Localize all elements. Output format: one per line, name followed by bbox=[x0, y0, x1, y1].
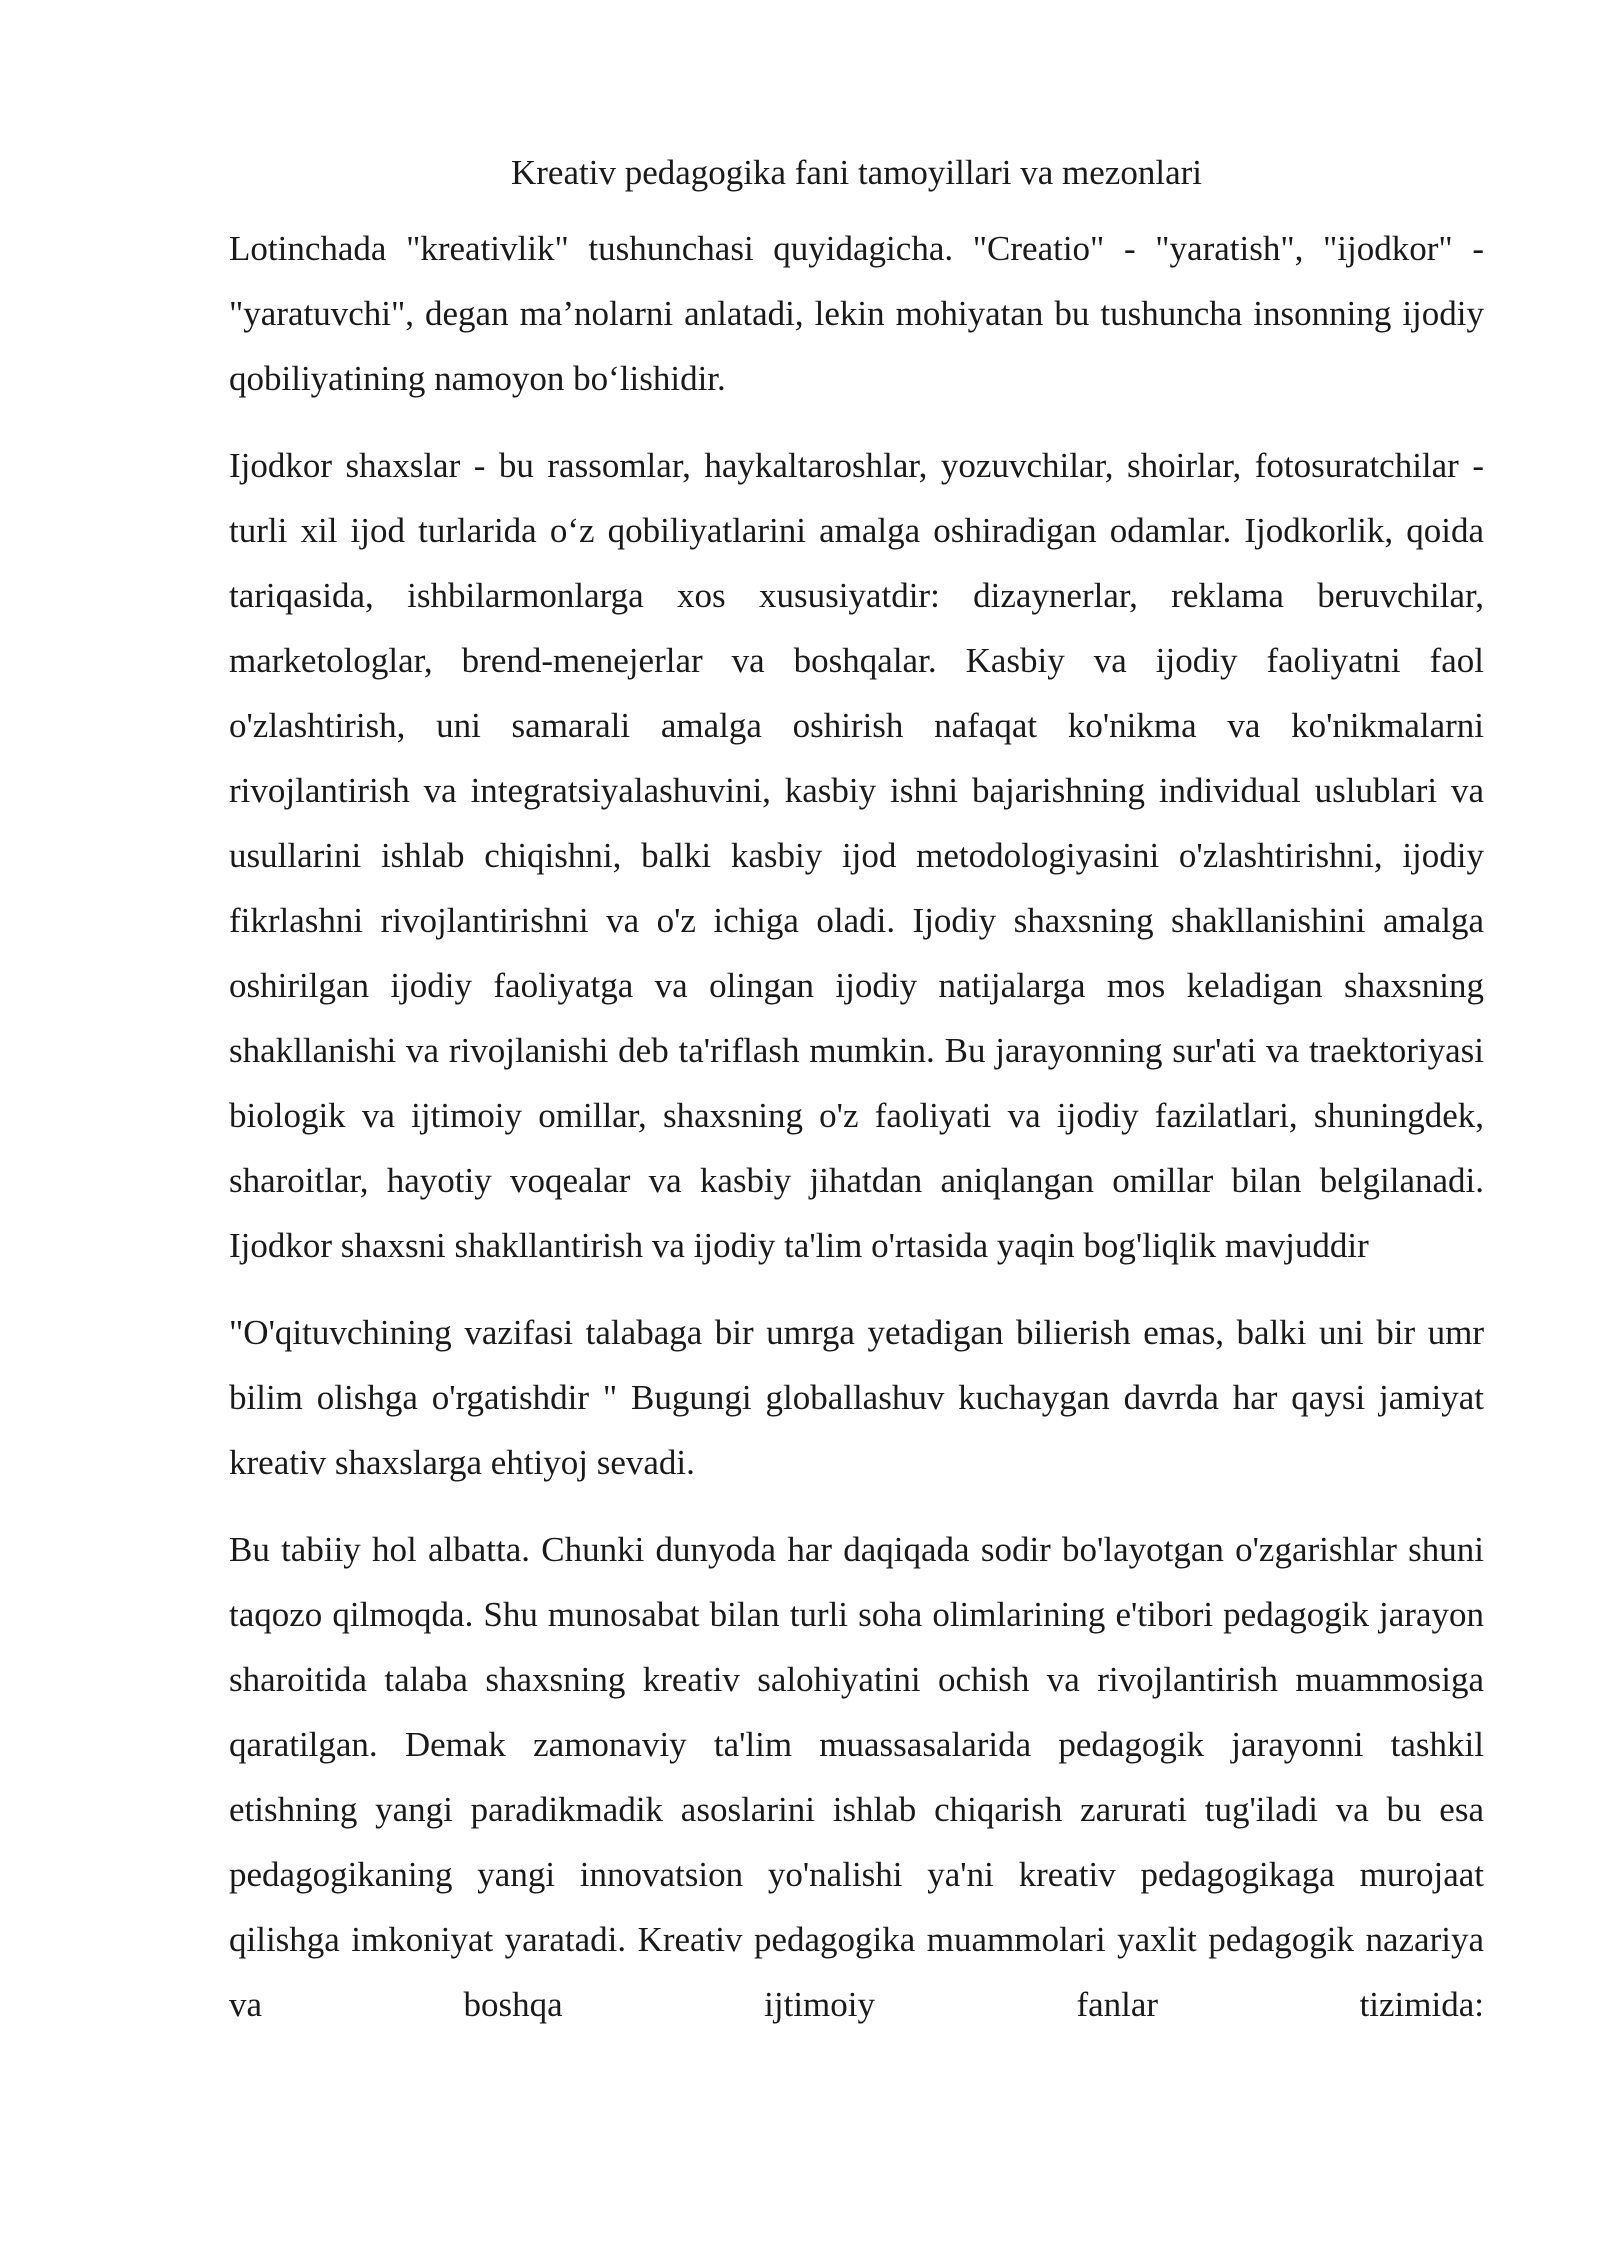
paragraph-kreativlik-definition: Lotinchada "kreativlik" tushunchasi quyidagicha. "Creatio" - "yaratish", "ijodkor" - "yaratuvchi", degan ma’nolarni anlatadi, lekin mohiyatan bu tushuncha insonning ijodiy qobiliyatining namoyon bo‘lishidir. bbox=[229, 229, 1484, 398]
document-title: Kreativ pedagogika fani tamoyillari va mezonlari bbox=[511, 153, 1202, 192]
paragraph-tabiiy-hol: Bu tabiiy hol albatta. Chunki dunyoda har daqiqada sodir bo'layotgan o'zgarishlar shuni taqozo qilmoqda. Shu munosabat bilan turli soha olimlarining e'tibori pedagogik jarayon sharoitida talaba shaxsning kreativ salohiyatini ochish va rivojlantirish muammosiga qaratilgan. Demak zamonaviy ta'lim muassasalarida pedagogik jarayonni tashkil etishning yangi paradikmadik asoslarini ishlab chiqarish zarurati tug'iladi va bu esa pedagogikaning yangi innovatsion yo'nalishi ya'ni kreativ pedagogikaga murojaat qilishga imkoniyat yaratadi. Kreativ pedagogika muammolari yaxlit pedagogik nazariya va boshqa ijtimoiy fanlar tizimida: bbox=[229, 1530, 1484, 2024]
paragraph-ijodkor-shaxslar: Ijodkor shaxslar - bu rassomlar, haykaltaroshlar, yozuvchilar, shoirlar, fotosuratchilar - turli xil ijod turlarida o‘z qobiliyatlarini amalga oshiradigan odamlar. Ijodkorlik, qoida tariqasida, ishbilarmonlarga xos xususiyatdir: dizaynerlar, reklama beruvchilar, marketologlar, brend-menejerlar va boshqalar. Kasbiy va ijodiy faoliyatni faol o'zlashtirish, uni samarali amalga oshirish nafaqat ko'nikma va ko'nikmalarni rivojlantirish va integratsiyalashuvini, kasbiy ishni bajarishning individual uslublari va usullarini ishlab chiqishni, balki kasbiy ijod metodologiyasini o'zlashtirishni, ijodiy fikrlashni rivojlantirishni va o'z ichiga oladi. Ijodiy shaxsning shakllanishini amalga oshirilgan ijodiy faoliyatga va olingan ijodiy natijalarga mos keladigan shaxsning shakllanishi va rivojlanishi deb ta'riflash mumkin. Bu jarayonning sur'ati va traektoriyasi biologik va ijtimoiy omillar, shaxsning o'z faoliyati va ijodiy fazilatlari, shuningdek, sharoitlar, hayotiy voqealar va kasbiy jihatdan aniqlangan omillar bilan belgilanadi. Ijodkor shaxsni shakllantirish va ijodiy ta'lim o'rtasida yaqin bog'liqlik mavjuddir bbox=[229, 446, 1484, 1265]
document-body bbox=[229, 148, 1484, 2037]
paragraph-oqituvchi-vazifasi: "O'qituvchining vazifasi talabaga bir umrga yetadigan bilierish emas, balki uni bir umr bilim olishga o'rgatishdir " Bugungi globallashuv kuchaygan davrda har qaysi jamiyat kreativ shaxslarga ehtiyoj sevadi. bbox=[229, 1313, 1484, 1482]
